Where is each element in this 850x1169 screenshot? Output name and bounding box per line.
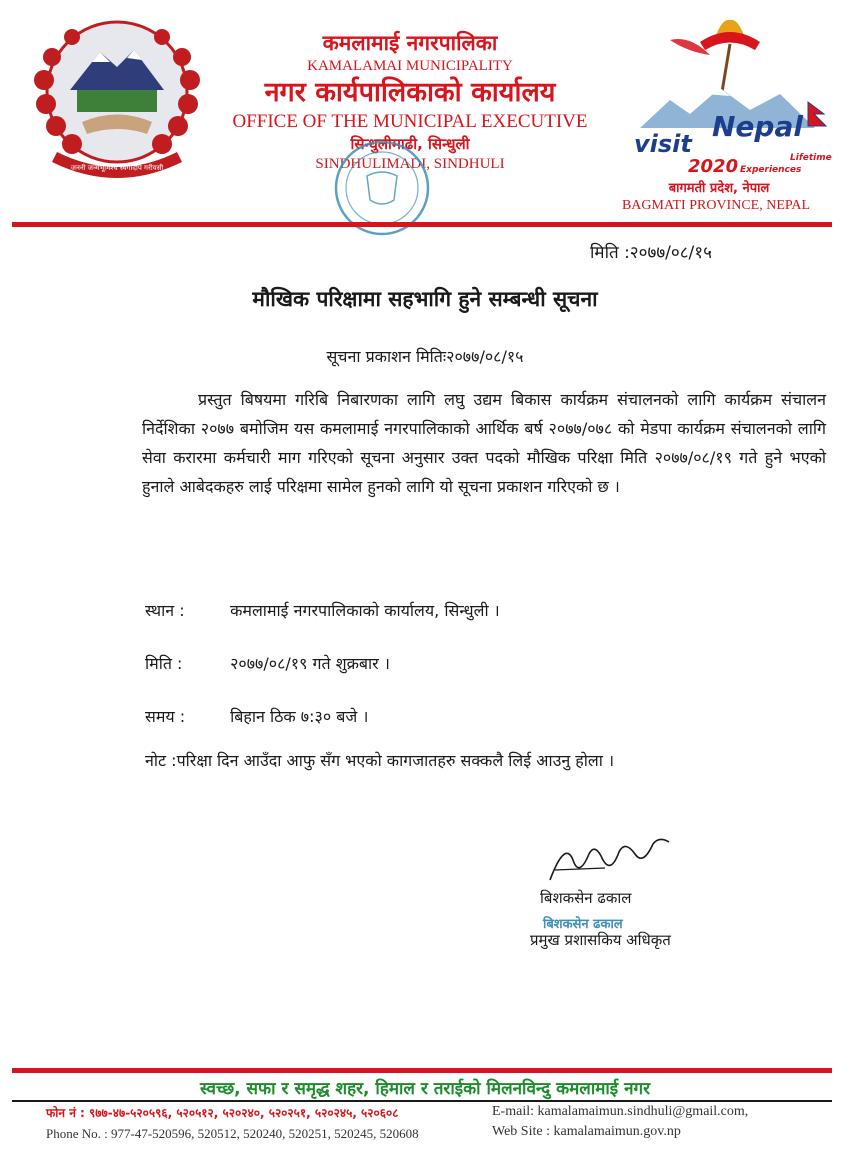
footer-slogan: स्वच्छ, सफा र समृद्ध शहर, हिमाल र तराईको मिलनविन्दु कमलामाई नगर [199, 1079, 651, 1099]
venue-label: स्थान : [145, 601, 185, 620]
notice-date: मिति :२०७७/०८/१५ [590, 243, 712, 263]
visit-nepal-2020-logo [630, 10, 835, 180]
exam-date-label: मिति : [145, 654, 183, 673]
exam-date-value: २०७७/०८/१९ गते शुक्रबार । [230, 654, 390, 673]
exam-time-label: समय : [145, 707, 186, 726]
province-en: BAGMATI PROVINCE, NEPAL [621, 198, 811, 213]
venue-value: कमलामाई नगरपालिकाको कार्यालय, सिन्धुली । [230, 601, 500, 620]
phone-en: Phone No. : 977-47-520596, 520512, 520240, 520251, 520245, 520608 [46, 1126, 419, 1141]
emblem-motto: जननी जन्मभूमिश्च स्वर्गादपि गरीयसी [70, 164, 164, 172]
signatory-title: प्रमुख प्रशासकिय अधिकृत [530, 931, 671, 949]
exam-date-row [145, 652, 390, 674]
exam-time-value: बिहान ठिक ७:३० बजे । [230, 707, 369, 726]
office-name-np-large: नगर कार्यपालिकाको कार्यालय [264, 77, 556, 108]
nepal-word: Nepal [712, 110, 803, 143]
notice-note: नोट :परिक्षा दिन आउँदा आफु सँग भएको कागजातहरु सक्कलै लिई आउनु होला । [145, 751, 615, 770]
publish-date: सूचना प्रकाशन मितिः२०७७/०८/१५ [326, 347, 524, 366]
signatory-stamp: बिशकसेन ढकाल [543, 917, 623, 932]
email-address: E-mail: kamalamaimun.sindhuli@gmail.com, [492, 1104, 749, 1119]
lifetime-text: Lifetime [790, 153, 832, 163]
office-name-en-large: OFFICE OF THE MUNICIPAL EXECUTIVE [232, 111, 588, 132]
location-en: SINDHULIMADI, SINDHULI [315, 156, 505, 172]
exam-time-row [145, 705, 368, 727]
header-divider [12, 222, 832, 227]
venue-row [145, 599, 500, 621]
province-np: बागमती प्रदेश, नेपाल [668, 181, 770, 196]
nepal-emblem-logo [22, 12, 212, 187]
notice-body: प्रस्तुत बिषयमा गरिबि निबारणका लागि लघु उद्यम बिकास कार्यक्रम संचालनको लागि कार्यक्रम संचालन निर्देशिका २०७७ बमोजिम यस कमलामाई नगरपालिकाको आर्थिक बर्ष २०७७/०७८ को मेडपा कार्यक्रम संचालनको लागि सेवा करारमा कर्मचारी माग गरिएको सूचना अनुसार उक्त पदको मौखिक परिक्षा मिति २०७७/०८/१९ गते हुने भएको हुनाले आबेदकहरु लाई परिक्षमा सामेल हुनको लागि यो सूचना प्रकाशन गरिएको छ । [142, 390, 826, 496]
office-name-np-small: कमलामाई नगरपालिका [322, 31, 498, 55]
office-name-en-small: KAMALAMAI MUNICIPALITY [307, 58, 513, 74]
signatory-name: बिशकसेन ढकाल [540, 889, 632, 907]
footer-divider [12, 1068, 832, 1073]
phone-np: फोन नं : ९७७-४७-५२०५९६, ५२०५१२, ५२०२४०, ५२०२५१, ५२०२४५, ५२०६०८ [46, 1106, 399, 1120]
website-address: Web Site : kamalamaimun.gov.np [492, 1124, 681, 1139]
experiences-text: Experiences [740, 165, 802, 175]
year-2020: 2020 [688, 156, 739, 177]
visit-word: visit [634, 130, 692, 158]
handwritten-signature [545, 830, 675, 890]
location-np: सिन्धुलीमाढी, सिन्धुली [350, 135, 470, 153]
footer-divider-thin [12, 1100, 832, 1102]
notice-title: मौखिक परिक्षामा सहभागि हुने सम्बन्धी सूचना [252, 287, 598, 311]
